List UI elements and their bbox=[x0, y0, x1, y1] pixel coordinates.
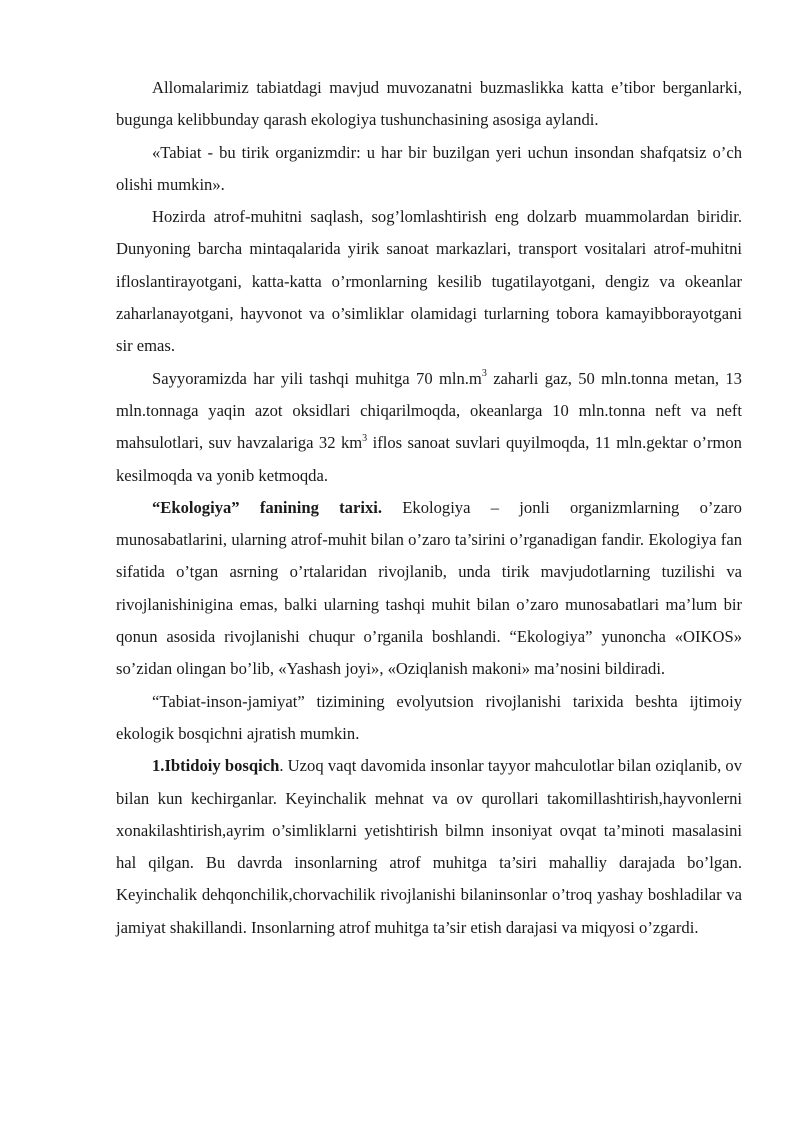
paragraph-quote: «Tabiat - bu tirik organizmdir: u har bir buzilgan yeri uchun insondan shafqatsiz o’ch olishi mumkin». bbox=[116, 142, 742, 194]
paragraph-scholars: Allomalarimiz tabiatdagi mavjud muvozanatni buzmaslikka katta e’tibor berganlarki, bugunga kelibbunday qarash ekologiya tushunchasining asosiga aylandi. bbox=[116, 78, 742, 130]
paragraph-primitive-stage bbox=[116, 750, 742, 944]
primitive-stage-heading: 1.Ibtidoiy bosqich bbox=[152, 756, 280, 776]
paragraph-ecology-history bbox=[116, 492, 742, 686]
ecology-history-heading: “Ekologiya” fanining tarixi. bbox=[152, 497, 382, 517]
ecology-history-text: Ekologiya – jonli organizmlarning o’zaro munosabatlarini, ularning atrof-muhit bilan o’zaro ta’sirini o’rganadigan fandir. Ekologiya fan sifatida o’tgan asrning o’rtalaridan rivojlanib, unda tirik mavjudotlarning tuzilishi va rivojlanishinigina emas, balki ularning tashqi muhit bilan o’zaro munosabatlari ma’lum bir qonun asosida rivojlanishi chuqur o’rganila boshlandi. “Ekologiya” yunoncha «OIKOS» so’zidan olingan bo’lib, «Yashash joyi», «Oziqlanish makoni» ma’nosini bildiradi. bbox=[116, 497, 742, 679]
pollution-text-part-1: Sayyoramizda har yili tashqi muhitga 70 mln.m bbox=[152, 368, 482, 388]
primitive-stage-text: . Uzoq vaqt davomida insonlar tayyor mahculotlar bilan oziqlanib, ov bilan kun kechirganlar. Keyinchalik mehnat va ov qurollari takomillashtirish,hayvonlerni xonakilashtirish,ayrim o’simliklarni yetishtirish bilmn insoniyat ovqat ta’minoti masalasini hal qilgan. Bu davrda insonlarning atrof muhitga ta’siri mahalliy darajada bo’lgan. Keyinchalik dehqonchilik,chorvachilik rivojlanishi bilaninsonlar o’troq yashay boshladilar va jamiyat shakillandi. Insonlarning atrof muhitga ta’sir etish darajasi va miqyosi o’zgardi. bbox=[116, 756, 743, 937]
superscript-cubic-km: 3 bbox=[362, 432, 368, 444]
paragraph-pollution-statistics bbox=[116, 363, 742, 492]
pollution-text-part-2: zaharli gaz, 50 mln.tonna metan, 13 mln.tonnaga yaqin azot oksidlari chiqarilmoqda, okeanlarga 10 mln.tonna neft va neft mahsulotlari, suv havzalariga 32 km bbox=[116, 368, 742, 453]
paragraph-environment-problems: Hozirda atrof-muhitni saqlash, sog’lomlashtirish eng dolzarb muammolardan biridir. Dunyoning barcha mintaqalarida yirik sanoat markazlari, transport vositalari atrof-muhitni ifloslantirayotgani, katta-katta o’rmonlarning kesilib tugatilayotgani, dengiz va okeanlar zaharlanayotgani, hayvonot va o’simliklar olamidagi turlarning tobora kamayibborayotgani sir emas. bbox=[116, 207, 742, 356]
pollution-text-part-3: iflos sanoat suvlari quyilmoqda, 11 mln.gektar o’rmon kesilmoqda va yonib ketmoqda. bbox=[116, 433, 742, 485]
superscript-cubic: 3 bbox=[481, 368, 487, 380]
document-body bbox=[116, 72, 742, 944]
paragraph-stages-intro: “Tabiat-inson-jamiyat” tizimining evolyutsion rivojlanishi tarixida beshta ijtimoiy ekologik bosqichni ajratish mumkin. bbox=[116, 691, 742, 743]
